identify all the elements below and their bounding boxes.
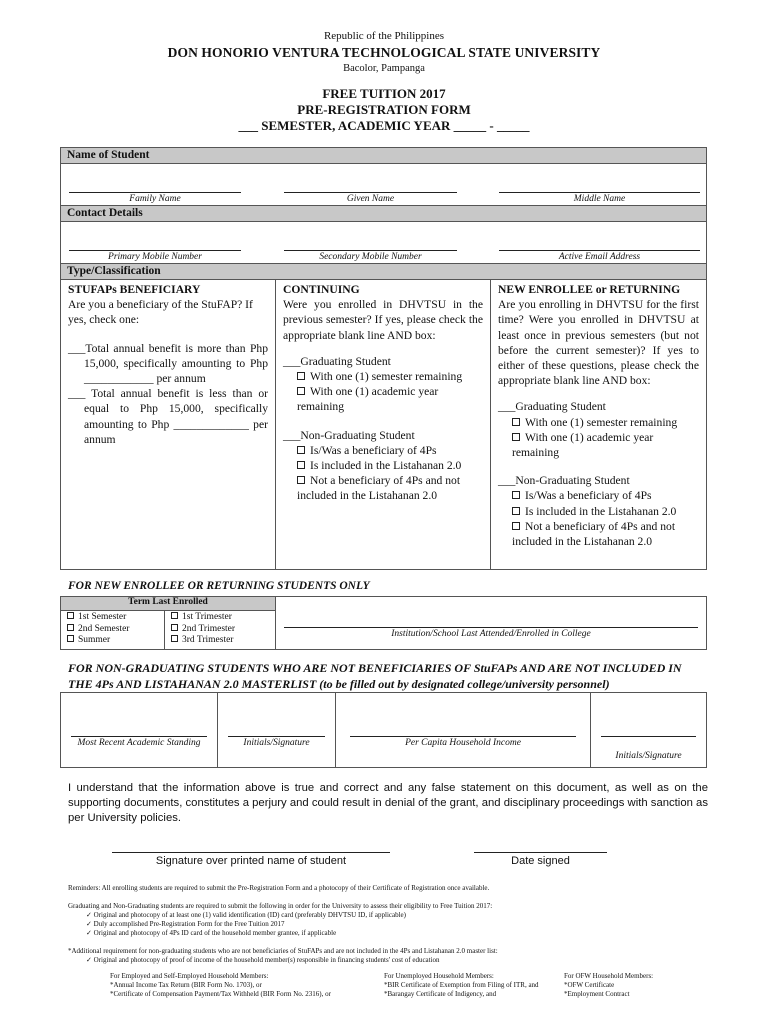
checkbox[interactable]	[512, 491, 520, 499]
stufap-column	[61, 280, 276, 570]
email-field[interactable]	[499, 250, 700, 251]
list-item: For OFW Household Members:	[564, 972, 654, 980]
semester-1-option[interactable]: 1st Semester	[61, 612, 164, 624]
grad-requirements-list	[86, 911, 706, 938]
checkbox[interactable]	[297, 461, 305, 469]
republic-line: Republic of the Philippines	[323, 30, 445, 42]
email-label: Active Email Address	[558, 252, 641, 262]
initials-field-1[interactable]	[228, 736, 325, 737]
additional-item: ✓ Original and photocopy of proof of income of the household member(s) responsible in financing students' cost of education	[86, 956, 440, 964]
initials-cell-2	[591, 693, 707, 768]
summer-option[interactable]: Summer	[61, 635, 164, 647]
checkbox[interactable]	[67, 612, 74, 619]
semester-2-option[interactable]: 2nd Semester	[61, 624, 164, 636]
list-item: *Barangay Certificate of Indigency, and	[384, 990, 497, 998]
institution-cell	[276, 597, 707, 650]
contact-section-header: Contact Details	[61, 206, 707, 222]
semester-options	[61, 611, 165, 650]
trimester-options	[165, 611, 276, 650]
stufap-question: Are you a beneficiary of the StuFAP? If yes, check one:	[68, 298, 253, 327]
checkbox[interactable]	[171, 612, 178, 619]
list-item: *BIR Certificate of Exemption from Filing of ITR, and	[384, 981, 539, 989]
initials-label-2: Initials/Signature	[615, 751, 682, 761]
name-fields	[61, 164, 707, 206]
new-enrollee-question: Are you enrolling in DHVTSU for the first time? Were you enrolled in DHVTSU at least once in previous semesters (but not before the current semester)? If yes to either of these questions, please check the appropriate blank line AND box:	[498, 298, 699, 388]
employed-requirements	[110, 972, 380, 999]
family-name-label: Family Name	[129, 194, 181, 204]
non-grad-table	[60, 692, 707, 768]
additional-requirement: *Additional requirement for non-graduating students who are not beneficiaries of StuFAPs and are not included in the 4Ps and Listahanan 2.0 master list:	[68, 947, 498, 955]
continuing-grad-opt-1[interactable]: With one (1) semester remaining	[283, 369, 483, 384]
checkbox[interactable]	[171, 624, 178, 631]
name-section-header: Name of Student	[61, 148, 707, 164]
checkbox[interactable]	[171, 635, 178, 642]
continuing-grad-opt-2[interactable]: With one (1) academic year remaining	[297, 385, 439, 414]
continuing-nongrad-opt-3[interactable]: Not a beneficiary of 4Ps and not included in the Listahanan 2.0	[297, 474, 461, 503]
continuing-nongrad-opt-1[interactable]: Is/Was a beneficiary of 4Ps	[283, 443, 483, 458]
new-grad-opt-1[interactable]: With one (1) semester remaining	[498, 415, 699, 430]
list-item: ✓ Original and photocopy of 4Ps ID card of the household member grantee, if applicable	[86, 929, 337, 937]
list-item: *Annual Income Tax Return (BIR Form No. 1703), or	[110, 981, 262, 989]
signature-field[interactable]	[112, 852, 390, 853]
family-name-field[interactable]	[69, 192, 241, 193]
form-title-3: ___ SEMESTER, ACADEMIC YEAR _____ - _____	[238, 118, 530, 133]
household-income-label: Per Capita Household Income	[405, 738, 521, 748]
new-enrollee-column	[491, 280, 707, 570]
university-location: Bacolor, Pampanga	[343, 63, 425, 74]
new-only-title: FOR NEW ENROLLEE OR RETURNING STUDENTS ONLY	[68, 580, 370, 592]
given-name-field[interactable]	[284, 192, 457, 193]
university-name: DON HONORIO VENTURA TECHNOLOGICAL STATE UNIVERSITY	[167, 45, 601, 60]
list-item: *Certificate of Compensation Payment/Tax Withheld (BIR Form No. 2316), or	[110, 990, 331, 998]
trimester-1-option[interactable]: 1st Trimester	[165, 612, 275, 624]
reminders-note: Reminders: All enrolling students are required to submit the Pre-Registration Form and a photocopy of their Certificate of Registration once available.	[68, 884, 490, 892]
check-icon: ✓	[86, 920, 94, 928]
check-icon: ✓	[86, 956, 94, 964]
term-table	[60, 596, 707, 650]
continuing-non-graduating[interactable]: ___Non-Graduating Student	[283, 428, 415, 442]
checkbox[interactable]	[297, 372, 305, 380]
term-header: Term Last Enrolled	[61, 597, 276, 611]
primary-mobile-field[interactable]	[69, 250, 241, 251]
continuing-graduating[interactable]: ___Graduating Student	[283, 354, 391, 368]
list-item: *Employment Contract	[564, 990, 630, 998]
middle-name-label: Middle Name	[573, 194, 626, 204]
continuing-nongrad-opt-2[interactable]: Is included in the Listahanan 2.0	[283, 458, 483, 473]
date-label: Date signed	[511, 855, 570, 867]
non-grad-title: FOR NON-GRADUATING STUDENTS WHO ARE NOT BENEFICIARIES OF StuFAPs AND ARE NOT INCLUDED IN THE 4Ps AND LISTAHANAN 2.0 MASTERLIST (to be filled out by designated college/university personnel)	[68, 661, 682, 691]
checkbox[interactable]	[297, 446, 305, 454]
continuing-heading: CONTINUING	[283, 283, 360, 296]
institution-field[interactable]	[284, 627, 698, 628]
checkbox[interactable]	[512, 522, 520, 530]
type-section-header: Type/Classification	[61, 264, 707, 280]
given-name-label: Given Name	[346, 194, 395, 204]
list-item: *OFW Certificate	[564, 981, 615, 989]
checkbox[interactable]	[67, 635, 74, 642]
list-item: ✓ Original and photocopy of at least one (1) valid identification (ID) card (preferably DHVTSU ID, if applicable)	[86, 911, 406, 919]
new-enrollee-heading: NEW ENROLLEE or RETURNING	[498, 283, 681, 296]
continuing-column	[276, 280, 491, 570]
list-item: For Unemployed Household Members:	[384, 972, 494, 980]
continuing-question: Were you enrolled in DHVTSU in the previous semester? If yes, please check the appropriate blank line AND box:	[283, 298, 483, 342]
academic-standing-label: Most Recent Academic Standing	[77, 738, 201, 748]
declaration-statement: I understand that the information above is true and correct and any false statement on this document, as well as on the supporting documents, constitutes a perjury and could result in denial of the grant, and disciplinary proceedings with sanction as per University policies.	[68, 782, 708, 824]
household-income-field[interactable]	[350, 736, 576, 737]
middle-name-field[interactable]	[499, 192, 700, 193]
institution-label: Institution/School Last Attended/Enrolled in College	[391, 629, 591, 639]
primary-mobile-label: Primary Mobile Number	[108, 252, 202, 262]
initials-cell-1	[218, 693, 336, 768]
check-icon: ✓	[86, 911, 94, 919]
new-grad-opt-2[interactable]: With one (1) academic year remaining	[512, 430, 654, 460]
new-graduating[interactable]: ___Graduating Student	[498, 400, 606, 414]
household-income-cell	[336, 693, 591, 768]
registration-table	[60, 147, 707, 570]
trimester-2-option[interactable]: 2nd Trimester	[165, 624, 275, 636]
form-title-1: FREE TUITION 2017	[322, 86, 446, 101]
list-item: For Employed and Self-Employed Household Members:	[110, 972, 269, 980]
stufap-heading: STUFAPs BENEFICIARY	[68, 283, 201, 296]
list-item: ✓ Duly accomplished Pre-Registration Form for the Free Tuition 2017	[86, 920, 285, 928]
unemployed-requirements	[384, 972, 559, 999]
checkbox[interactable]	[512, 433, 520, 441]
checkbox[interactable]	[67, 624, 74, 631]
contact-fields	[61, 222, 707, 264]
secondary-mobile-label: Secondary Mobile Number	[319, 252, 422, 262]
stufap-option-1[interactable]: ___Total annual benefit is more than Php 15,000, specifically amounting to Php ____________ per annum	[68, 341, 268, 386]
academic-standing-field[interactable]	[71, 736, 207, 737]
secondary-mobile-field[interactable]	[284, 250, 457, 251]
stufap-option-2[interactable]: ___ Total annual benefit is less than or equal to Php 15,000, specifically amounting to Php _____________ per annum	[68, 387, 268, 446]
initials-label-1: Initials/Signature	[243, 738, 310, 748]
checkbox[interactable]	[512, 418, 520, 426]
trimester-3-option[interactable]: 3rd Trimester	[165, 635, 275, 647]
new-nongrad-opt-2[interactable]: Is included in the Listahanan 2.0	[498, 504, 699, 519]
form-title-2: PRE-REGISTRATION FORM	[297, 102, 471, 117]
date-field[interactable]	[474, 852, 607, 853]
new-non-graduating[interactable]: ___Non-Graduating Student	[498, 474, 630, 488]
grad-requirements: Graduating and Non-Graduating students are required to submit the following in order for the University to assess their eligibility to Free Tuition 2017:	[68, 902, 493, 910]
academic-standing-cell	[61, 693, 218, 768]
ofw-requirements	[564, 972, 709, 999]
signature-label: Signature over printed name of student	[155, 855, 347, 867]
checkbox[interactable]	[297, 387, 305, 395]
new-nongrad-opt-3[interactable]: Not a beneficiary of 4Ps and not included in the Listahanan 2.0	[512, 519, 676, 549]
check-icon: ✓	[86, 929, 94, 937]
initials-field-2[interactable]	[601, 736, 696, 737]
checkbox[interactable]	[512, 507, 520, 515]
new-nongrad-opt-1[interactable]: Is/Was a beneficiary of 4Ps	[498, 488, 699, 503]
checkbox[interactable]	[297, 476, 305, 484]
